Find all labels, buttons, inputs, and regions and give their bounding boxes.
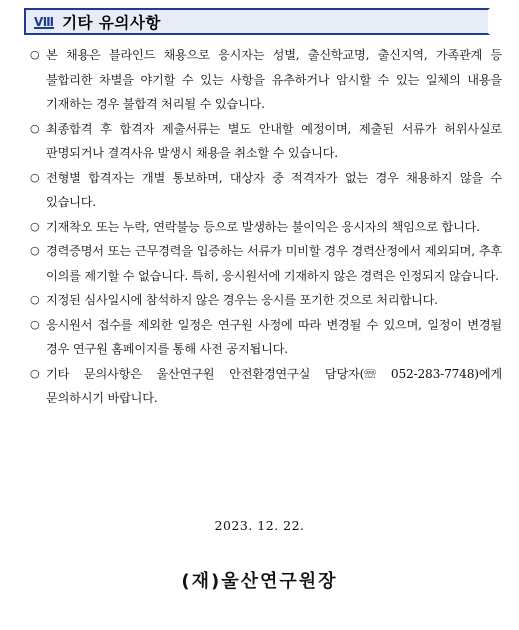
section-header	[24, 8, 490, 35]
bullet-circle-icon: ○	[30, 219, 40, 233]
notice-item	[30, 288, 502, 313]
notice-text: 전형별 합격자는 개별 통보하며, 대상자 중 적격자가 없는 경우 채용하지 않을 수 있습니다.	[46, 170, 502, 209]
bullet-circle-icon: ○	[30, 293, 40, 306]
bullet-circle-icon: ○	[30, 170, 40, 184]
bullet-circle-icon: ○	[30, 244, 40, 257]
notice-item	[30, 239, 502, 288]
notice-item	[30, 215, 502, 240]
bullet-circle-icon: ○	[30, 48, 40, 61]
bullet-circle-icon: ○	[30, 366, 40, 380]
notice-text: 본 채용은 블라인드 채용으로 응시자는 성별, 출신학교명, 출신지역, 가족관계 등 불합리한 차별을 야기할 수 있는 사항을 유추하거나 암시할 수 있는 일체의 내용을 기재하는 경우 불합격 처리될 수 있습니다.	[46, 48, 502, 111]
notice-text: 최종합격 후 합격자 제출서류는 별도 안내할 예정이며, 제출된 서류가 허위사실로 판명되거나 결격사유 발생시 채용을 취소할 수 있습니다.	[46, 121, 502, 160]
notice-item	[30, 362, 502, 411]
notice-item	[30, 117, 502, 166]
section-title: 기타 유의사항	[62, 13, 161, 32]
section-numeral: Ⅷ	[34, 14, 55, 29]
bullet-circle-icon: ○	[30, 121, 40, 135]
issuer-signature: (재)울산연구원장	[181, 571, 338, 592]
bullet-circle-icon: ○	[30, 317, 40, 331]
document-date: 2023. 12. 22.	[214, 518, 305, 533]
notice-text: 기타 문의사항은 울산연구원 안전환경연구실 담당자(☏ 052-283-7748)에게 문의하시기 바랍니다.	[46, 366, 502, 405]
notice-text: 응시원서 접수를 제외한 일정은 연구원 사정에 따라 변경될 수 있으며, 일정이 변경될 경우 연구원 홈페이지를 통해 사전 공지됩니다.	[46, 317, 502, 356]
notice-text: 기재착오 또는 누락, 연락불능 등으로 발생하는 불이익은 응시자의 책임으로 합니다.	[46, 219, 480, 234]
notice-text: 경력증명서 또는 근무경력을 입증하는 서류가 미비할 경우 경력산정에서 제외되며, 추후 이의를 제기할 수 없습니다. 특히, 응시원서에 기재하지 않은 경력은 인정되지 않습니다.	[46, 244, 502, 283]
notice-item	[30, 43, 502, 117]
notice-item	[30, 166, 502, 215]
notice-list	[30, 43, 502, 411]
notice-text: 지정된 심사일시에 참석하지 않은 경우는 응시를 포기한 것으로 처리합니다.	[46, 293, 438, 307]
notice-item	[30, 313, 502, 362]
